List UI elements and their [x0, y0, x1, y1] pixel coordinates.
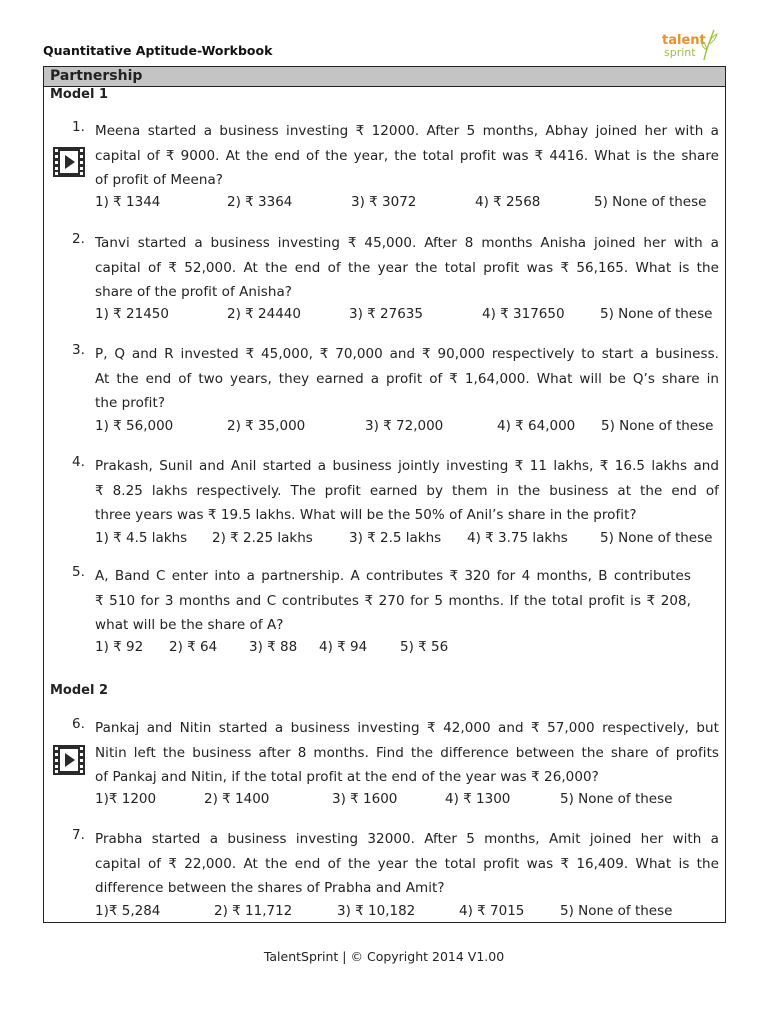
- question-text: [95, 454, 719, 528]
- question-line: three years was ₹ 19.5 lakhs. What will be the 50% of Anil’s share in the profit?: [95, 507, 637, 523]
- logo-text-sprint: sprint: [664, 46, 696, 59]
- question-line: Meena started a business investing ₹ 12000. After 5 months, Abhay joined her with a: [95, 123, 719, 139]
- option-2[interactable]: 2) ₹ 2.25 lakhs: [212, 530, 313, 546]
- question-number: 3.: [72, 342, 85, 358]
- question-line: ₹ 8.25 lakhs respectively. The profit earned by them in the business at the end of: [95, 482, 719, 499]
- option-3[interactable]: 3) ₹ 72,000: [365, 418, 444, 434]
- question-line: of Pankaj and Nitin, if the total profit at the end of the year was ₹ 26,000?: [95, 769, 599, 785]
- question-text: [95, 342, 719, 416]
- question-number: 4.: [72, 454, 85, 470]
- model-1-label: Model 1: [50, 87, 109, 102]
- option-3[interactable]: 3) ₹ 2.5 lakhs: [349, 530, 442, 546]
- question-line: Prabha started a business investing 32000. After 5 months, Amit joined her with a: [95, 831, 719, 847]
- option-2[interactable]: 2) ₹ 35,000: [227, 418, 306, 434]
- option-5[interactable]: 5) None of these: [600, 530, 713, 546]
- option-1[interactable]: 1)₹ 5,284: [95, 903, 161, 919]
- question-text: [95, 716, 719, 790]
- option-4[interactable]: 4) ₹ 7015: [459, 903, 525, 919]
- option-3[interactable]: 3) ₹ 10,182: [337, 903, 416, 919]
- question-line: capital of ₹ 9000. At the end of the year, the total profit was ₹ 4416. What is the share: [95, 147, 719, 164]
- option-3[interactable]: 3) ₹ 3072: [351, 194, 417, 210]
- question-line: Pankaj and Nitin started a business investing ₹ 42,000 and ₹ 57,000 respectively, but: [95, 720, 719, 736]
- option-2[interactable]: 2) ₹ 64: [169, 639, 218, 655]
- question-line: what will be the share of A?: [95, 617, 284, 633]
- question-line: A, Band C enter into a partnership. A contributes ₹ 320 for 4 months, B contributes: [95, 568, 691, 584]
- option-5[interactable]: 5) ₹ 56: [400, 639, 449, 655]
- option-5[interactable]: 5) None of these: [560, 903, 673, 919]
- option-2[interactable]: 2) ₹ 24440: [227, 306, 301, 322]
- option-4[interactable]: 4) ₹ 94: [319, 639, 368, 655]
- question-number: 2.: [72, 231, 85, 247]
- option-1[interactable]: 1) ₹ 1344: [95, 194, 161, 210]
- question-line: capital of ₹ 52,000. At the end of the year the total profit was ₹ 56,165. What is the: [95, 259, 719, 276]
- talentsprint-logo: [660, 28, 722, 62]
- option-4[interactable]: 4) ₹ 3.75 lakhs: [467, 530, 568, 546]
- workbook-title: Quantitative Aptitude-Workbook: [43, 43, 273, 58]
- question-line: share of the profit of Anisha?: [95, 284, 293, 300]
- option-5[interactable]: 5) None of these: [560, 791, 673, 807]
- option-1[interactable]: 1) ₹ 21450: [95, 306, 169, 322]
- model-2-label: Model 2: [50, 683, 109, 698]
- option-4[interactable]: 4) ₹ 317650: [482, 306, 565, 322]
- option-1[interactable]: 1) ₹ 4.5 lakhs: [95, 530, 188, 546]
- option-5[interactable]: 5) None of these: [600, 306, 713, 322]
- option-5[interactable]: 5) None of these: [601, 418, 714, 434]
- logo-leaf-icon: [700, 28, 720, 62]
- question-text: [95, 231, 719, 305]
- page-footer: TalentSprint | © Copyright 2014 V1.00: [263, 949, 505, 964]
- section-header-bar: [44, 67, 725, 87]
- question-line: Tanvi started a business investing ₹ 45,000. After 8 months Anisha joined her with a: [95, 235, 719, 251]
- question-number: 6.: [72, 716, 85, 732]
- question-line: P, Q and R invested ₹ 45,000, ₹ 70,000 and ₹ 90,000 respectively to start a business.: [95, 346, 719, 362]
- question-text: [95, 827, 719, 901]
- option-2[interactable]: 2) ₹ 1400: [204, 791, 270, 807]
- section-title: Partnership: [50, 68, 143, 84]
- option-1[interactable]: 1) ₹ 56,000: [95, 418, 174, 434]
- question-number: 1.: [72, 119, 85, 135]
- video-icon[interactable]: [52, 743, 86, 777]
- option-5[interactable]: 5) None of these: [594, 194, 707, 210]
- question-line: difference between the shares of Prabha and Amit?: [95, 880, 445, 896]
- video-icon[interactable]: [52, 145, 86, 179]
- question-line: the profit?: [95, 395, 166, 411]
- content-frame: [43, 66, 726, 923]
- logo-text-talent: talent: [662, 33, 706, 48]
- option-4[interactable]: 4) ₹ 2568: [475, 194, 541, 210]
- option-3[interactable]: 3) ₹ 27635: [349, 306, 423, 322]
- question-text: [95, 564, 691, 638]
- option-1[interactable]: 1)₹ 1200: [95, 791, 157, 807]
- question-number: 5.: [72, 564, 85, 580]
- option-4[interactable]: 4) ₹ 64,000: [497, 418, 576, 434]
- question-text: [95, 119, 719, 193]
- option-3[interactable]: 3) ₹ 88: [249, 639, 298, 655]
- question-line: Prakash, Sunil and Anil started a business jointly investing ₹ 11 lakhs, ₹ 16.5 lakhs and: [95, 458, 719, 474]
- option-1[interactable]: 1) ₹ 92: [95, 639, 144, 655]
- option-4[interactable]: 4) ₹ 1300: [445, 791, 511, 807]
- question-line: of profit of Meena?: [95, 172, 223, 188]
- question-number: 7.: [72, 827, 85, 843]
- option-2[interactable]: 2) ₹ 11,712: [214, 903, 293, 919]
- question-line: At the end of two years, they earned a profit of ₹ 1,64,000. What will be Q’s share in: [95, 370, 719, 387]
- question-line: capital of ₹ 22,000. At the end of the year the total profit was ₹ 16,409. What is the: [95, 855, 719, 872]
- option-3[interactable]: 3) ₹ 1600: [332, 791, 398, 807]
- question-line: ₹ 510 for 3 months and C contributes ₹ 270 for 5 months. If the total profit is ₹ 208,: [95, 592, 691, 609]
- option-2[interactable]: 2) ₹ 3364: [227, 194, 293, 210]
- question-line: Nitin left the business after 8 months. Find the difference between the share of profits: [95, 744, 719, 761]
